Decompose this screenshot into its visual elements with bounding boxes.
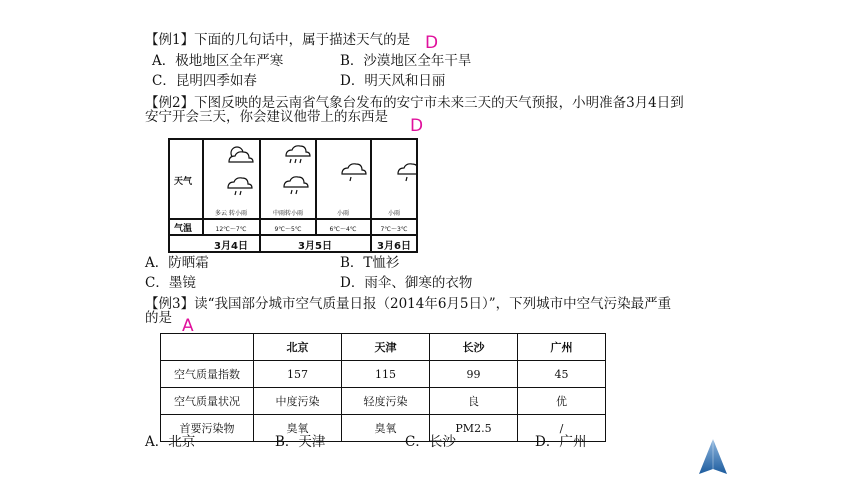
weather-icons [204, 142, 418, 212]
ex2-option-d: D．雨伞、御寒的衣物 [340, 275, 473, 291]
day4-desc: 小雨 [387, 210, 400, 217]
ex1-question: 【例1】下面的几句话中，属于描述天气的是 [145, 32, 411, 48]
ex2-option-c: C．墨镜 [145, 275, 196, 291]
day3-desc: 小雨 [336, 210, 349, 217]
cloud-rain-icon [342, 164, 366, 181]
ex2-question-line1: 【例2】下图反映的是云南省气象台发布的安宁市未来三天的天气预报，小明准备3月4日到 [145, 95, 684, 111]
cloud-sun-icon [229, 147, 253, 162]
table-cell: 首要污染物 [161, 415, 254, 442]
table-header-cell: 北京 [254, 334, 342, 361]
table-cell: 空气质量指数 [161, 361, 254, 388]
table-header-cell: 长沙 [430, 334, 518, 361]
table-cell: 臭氧 [254, 415, 342, 442]
arrow-up-icon [698, 438, 728, 476]
air-quality-table [160, 333, 606, 442]
table-row [161, 361, 606, 388]
table-cell: 中度污染 [254, 388, 342, 415]
table-cell: 优 [518, 388, 606, 415]
day1-temp: 12℃〜7℃ [215, 226, 247, 233]
ex2-answer: D [410, 116, 424, 136]
table-cell: 157 [254, 361, 342, 388]
day4-temp: 7℃〜3℃ [380, 226, 408, 233]
cloud-rain-icon [398, 164, 418, 181]
table-header-cell: 广州 [518, 334, 606, 361]
table-header-cell [161, 334, 254, 361]
table-row [161, 388, 606, 415]
heavy-rain-cloud-icon [286, 146, 310, 163]
ex3-option-c: C．长沙 [405, 434, 456, 450]
temperature-label: 气温 [174, 224, 193, 234]
day2-temp: 9℃〜5℃ [274, 226, 302, 233]
table-cell: 空气质量状况 [161, 388, 254, 415]
ex3-question-line1: 【例3】读“我国部分城市空气质量日报（2014年6月5日）”，下列城市中空气污染最严重 [145, 296, 672, 312]
day2-desc: 中雨转小雨 [272, 210, 303, 217]
table-cell: 臭氧 [342, 415, 430, 442]
ex1-answer: D [425, 33, 439, 53]
ex1-option-b: B．沙漠地区全年干旱 [340, 53, 472, 69]
ex2-option-a: A．防晒霜 [145, 255, 209, 271]
weather-label: 天气 [174, 177, 193, 187]
ex3-question-line2: 的是 [145, 310, 172, 326]
table-cell: 45 [518, 361, 606, 388]
day2-date: 3月5日 [298, 241, 332, 252]
table-cell: / [518, 415, 606, 442]
ex1-option-c: C．昆明四季如春 [152, 73, 257, 89]
table-cell: 115 [342, 361, 430, 388]
day3-temp: 6℃〜4℃ [329, 226, 357, 233]
ex1-option-d: D．明天风和日丽 [340, 73, 446, 89]
weather-forecast-figure [168, 138, 418, 253]
day1-desc: 多云 转小雨 [215, 210, 247, 217]
table-header-row [161, 334, 606, 361]
table-cell: 轻度污染 [342, 388, 430, 415]
cloud-rain-icon [228, 178, 252, 195]
table-cell: PM2.5 [430, 415, 518, 442]
ex3-answer: A [182, 316, 194, 336]
ex3-option-b: B．天津 [275, 434, 326, 450]
day4-date: 3月6日 [377, 241, 411, 252]
next-slide-button[interactable] [698, 438, 728, 480]
ex1-option-a: A．极地地区全年严寒 [152, 53, 284, 69]
ex2-option-b: B．T恤衫 [340, 255, 400, 271]
table-header-cell: 天津 [342, 334, 430, 361]
table-cell: 良 [430, 388, 518, 415]
cloud-rain-icon [284, 177, 308, 194]
table-cell: 99 [430, 361, 518, 388]
ex3-option-d: D．广州 [535, 434, 587, 450]
ex3-option-a: A．北京 [145, 434, 196, 450]
day1-date: 3月4日 [214, 241, 248, 252]
ex2-question-line2: 安宁开会三天，你会建议他带上的东西是 [145, 109, 388, 125]
